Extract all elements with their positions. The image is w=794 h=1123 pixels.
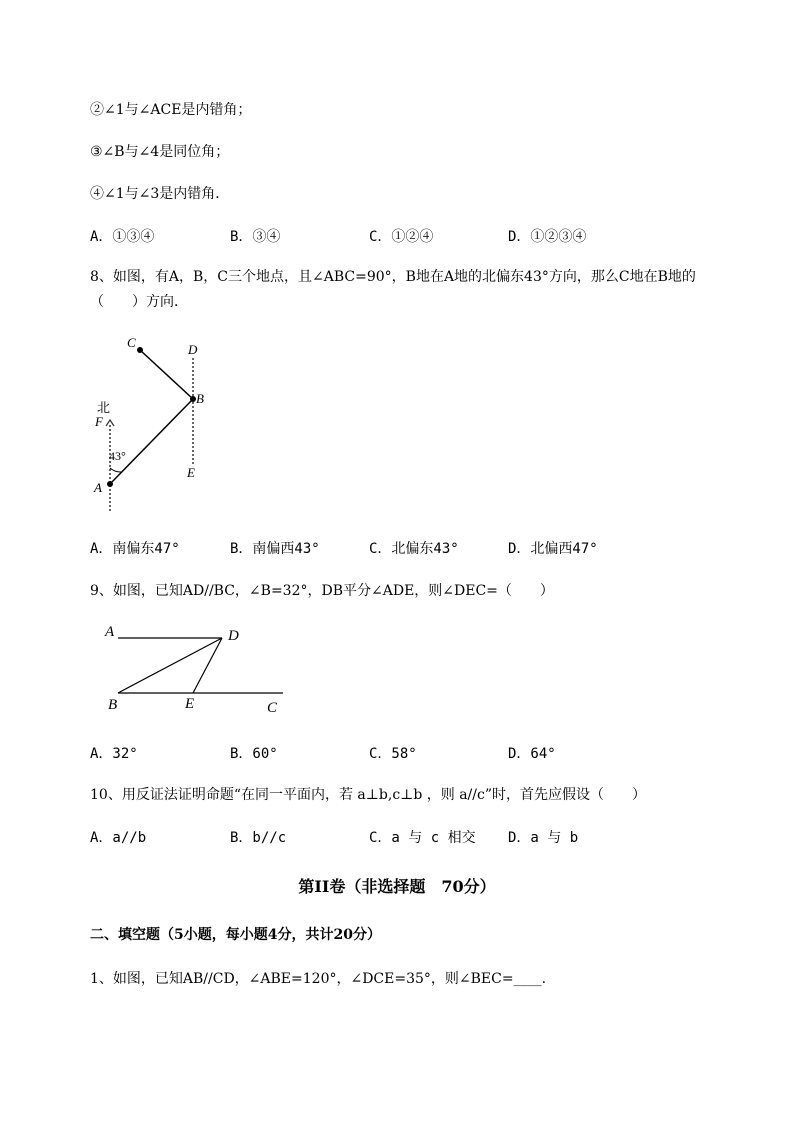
- q8-label-angle: 43°: [109, 449, 126, 463]
- fill-question-1: 1、如图，已知AB//CD，∠ABE=120°，∠DCE=35°，则∠BEC=____.: [90, 971, 547, 987]
- statement-4: ④∠1与∠3是内错角．: [90, 186, 230, 202]
- section-subtitle: 二、填空题（5小题，每小题4分，共计20分）: [90, 927, 381, 943]
- q8-label-b: B: [196, 391, 204, 406]
- q7-option-c[interactable]: C．①②④: [369, 229, 434, 245]
- q9-option-a[interactable]: A．32°: [90, 746, 138, 762]
- q8-option-a[interactable]: A．南偏东47°: [90, 541, 180, 557]
- q9-stem: 9、如图，已知AD//BC，∠B=32°，DB平分∠ADE，则∠DEC=（ ）: [90, 583, 554, 599]
- q9-label-a: A: [105, 624, 115, 640]
- q9-label-c: C: [267, 700, 278, 716]
- q9-segment-bd: [118, 638, 222, 693]
- statement-3: ③∠B与∠4是同位角；: [90, 144, 230, 160]
- q8-label-f: F: [95, 414, 103, 429]
- q9-option-d[interactable]: D．64°: [508, 746, 556, 762]
- q7-option-b[interactable]: B．③④: [230, 229, 281, 245]
- q8-label-c: C: [127, 335, 136, 350]
- q8-label-north: 北: [97, 400, 111, 415]
- q8-label-a: A: [94, 480, 102, 495]
- q8-stem-line2: （ ）方向．: [90, 294, 188, 310]
- q8-label-d: D: [188, 342, 198, 357]
- q8-option-b[interactable]: B．南偏西43°: [230, 541, 320, 557]
- section-title: 第II卷（非选择题 70分）: [298, 877, 496, 896]
- q10-option-c[interactable]: C．a 与 c 相交: [369, 830, 476, 846]
- q9-option-c[interactable]: C．58°: [369, 746, 417, 762]
- q9-label-d: D: [228, 628, 239, 644]
- q9-label-e: E: [185, 696, 195, 712]
- q9-option-b[interactable]: B．60°: [230, 746, 278, 762]
- q10-stem: 10、用反证法证明命题“在同一平面内，若 a⊥b,c⊥b ，则 a//c”时，首先应假设（ ）: [90, 787, 646, 803]
- q10-option-b[interactable]: B．b//c: [230, 830, 287, 846]
- q8-option-c[interactable]: C．北偏东43°: [369, 541, 459, 557]
- q9-label-b: B: [108, 697, 118, 713]
- q8-stem-line1: 8、如图，有A，B，C三个地点，且∠ABC=90°，B地在A地的北偏东43°方向，那么C地在B地的: [90, 269, 696, 285]
- q10-option-d[interactable]: D．a 与 b: [508, 830, 579, 846]
- q8-label-e: E: [187, 465, 195, 480]
- q10-option-a[interactable]: A．a//b: [90, 830, 147, 846]
- statement-2: ②∠1与∠ACE是内错角；: [90, 102, 252, 118]
- q7-option-d[interactable]: D．①②③④: [508, 229, 587, 245]
- q8-option-d[interactable]: D．北偏西47°: [508, 541, 598, 557]
- q7-option-a[interactable]: A．①③④: [90, 229, 155, 245]
